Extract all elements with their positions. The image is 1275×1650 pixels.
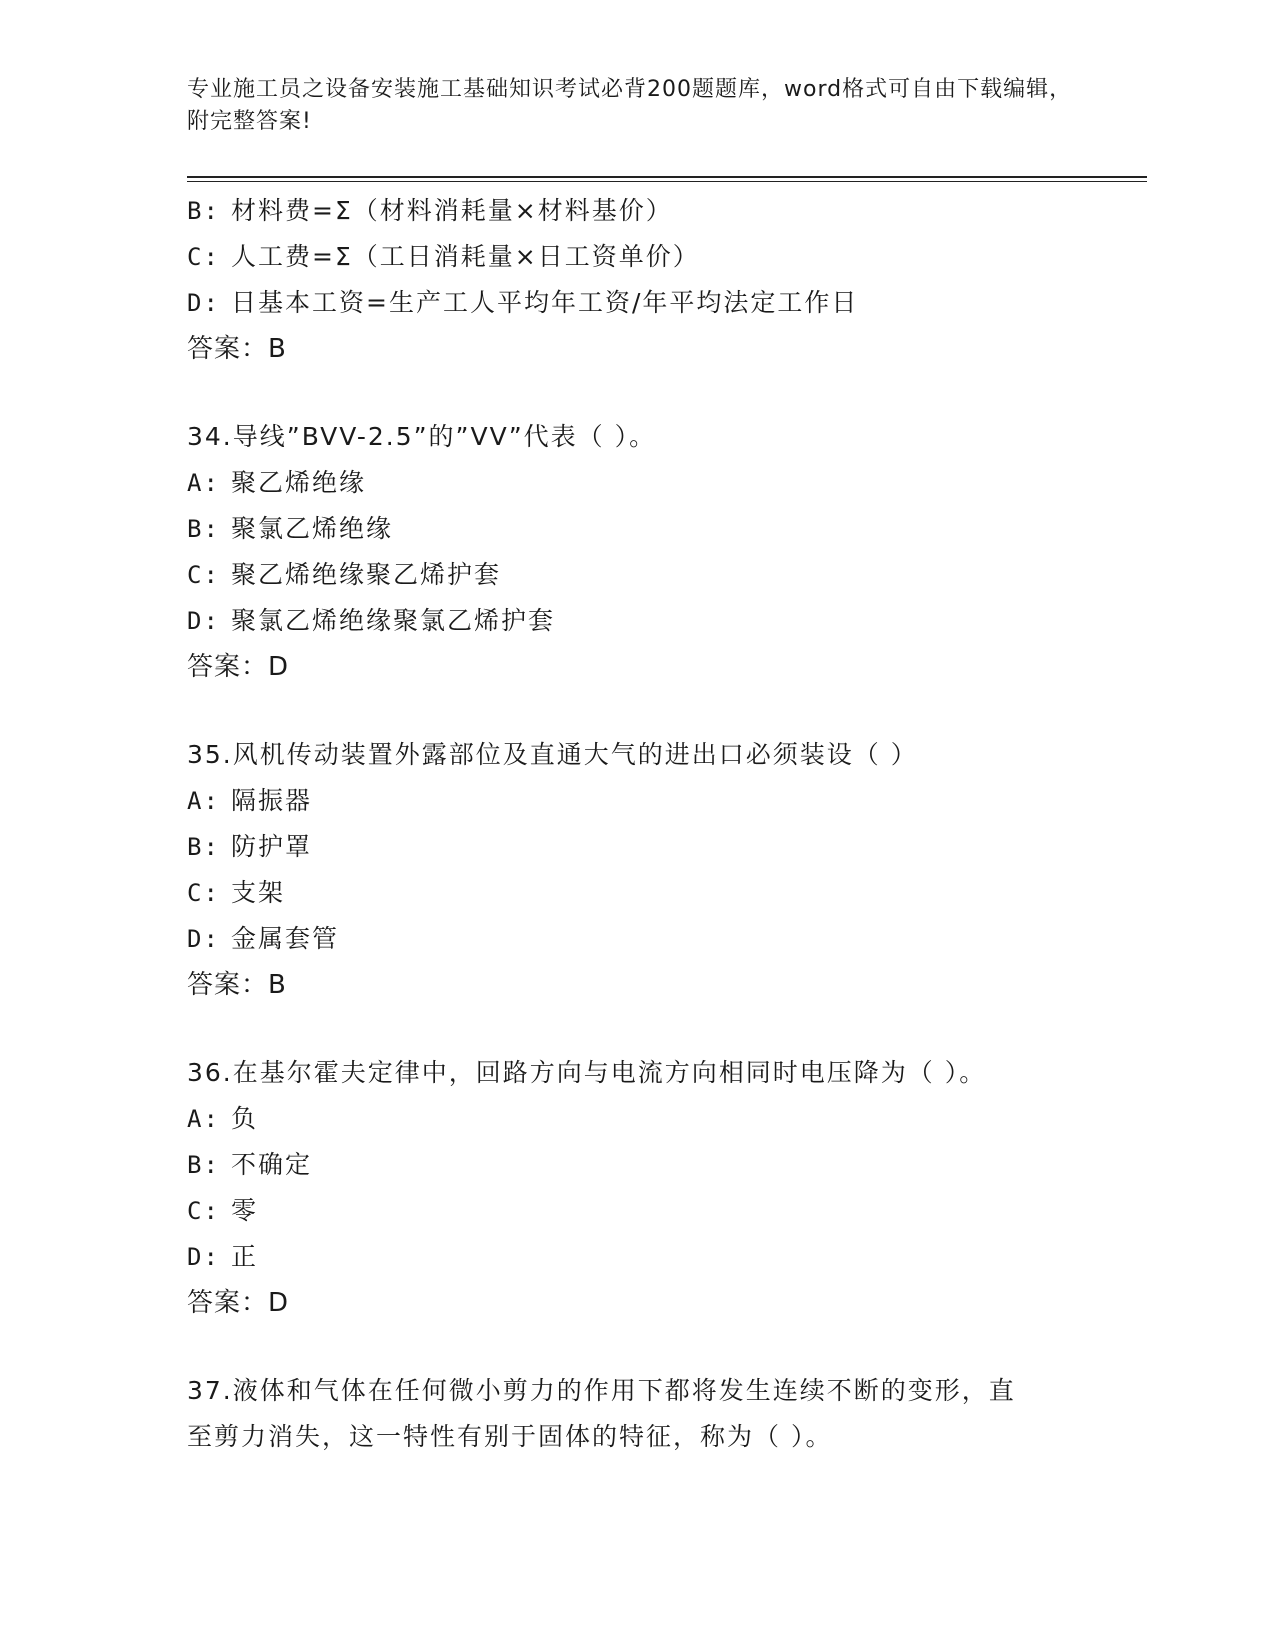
question-stem: 36.在基尔霍夫定律中，回路方向与电流方向相同时电压降为（ ）。 (187, 1058, 987, 1087)
question-stem: 35.风机传动装置外露部位及直通大气的进出口必须装设（ ） (187, 740, 918, 769)
option-row (187, 1142, 1087, 1188)
option-row (187, 188, 1087, 234)
question-stem-line-1: 37.液体和气体在任何微小剪力的作用下都将发生连续不断的变形，直 (187, 1376, 1016, 1405)
spacer (187, 1008, 1087, 1050)
option-label: D: (187, 607, 220, 635)
option-text: 不确定 (231, 1150, 313, 1179)
option-row (187, 552, 1087, 598)
option-label: A: (187, 469, 220, 497)
option-text: 聚氯乙烯绝缘聚氯乙烯护套 (231, 606, 556, 635)
document-header (187, 74, 1087, 138)
option-text: 金属套管 (231, 924, 340, 953)
option-text: 隔振器 (231, 786, 313, 815)
option-label: C: (187, 879, 220, 907)
option-text: 聚乙烯绝缘聚乙烯护套 (231, 560, 502, 589)
option-row (187, 1234, 1087, 1280)
question-34 (187, 414, 1087, 690)
option-row (187, 280, 1087, 326)
option-label: B: (187, 197, 220, 225)
spacer (187, 690, 1087, 732)
question-35 (187, 732, 1087, 1008)
option-text: 材料费=Σ（材料消耗量×材料基价） (231, 196, 673, 225)
option-text: 负 (231, 1104, 259, 1133)
header-divider-thick (187, 176, 1147, 178)
option-text: 聚乙烯绝缘 (231, 468, 367, 497)
header-divider-thin (187, 181, 1147, 182)
option-text: 日基本工资=生产工人平均年工资/年平均法定工作日 (231, 288, 859, 317)
option-row (187, 234, 1087, 280)
question-33-continued (187, 188, 1087, 372)
option-text: 人工费=Σ（工日消耗量×日工资单价） (231, 242, 700, 271)
answer-line: 答案：D (187, 1288, 290, 1318)
option-label: B: (187, 515, 220, 543)
option-row (187, 824, 1087, 870)
answer-line: 答案：D (187, 652, 290, 682)
option-row (187, 1096, 1087, 1142)
option-label: B: (187, 833, 220, 861)
option-label: C: (187, 561, 220, 589)
option-label: C: (187, 243, 220, 271)
option-text: 防护罩 (231, 832, 313, 861)
option-row (187, 870, 1087, 916)
question-stem-line-2: 至剪力消失，这一特性有别于固体的特征，称为（ ）。 (187, 1422, 833, 1451)
spacer (187, 1326, 1087, 1368)
option-label: A: (187, 1105, 220, 1133)
option-label: D: (187, 289, 220, 317)
option-row (187, 598, 1087, 644)
question-36 (187, 1050, 1087, 1326)
option-row (187, 1188, 1087, 1234)
option-label: D: (187, 1243, 220, 1271)
option-row (187, 778, 1087, 824)
answer-line: 答案：B (187, 970, 287, 1000)
option-row (187, 916, 1087, 962)
option-row (187, 460, 1087, 506)
question-list (187, 188, 1087, 1460)
option-label: A: (187, 787, 220, 815)
header-title: 专业施工员之设备安装施工基础知识考试必背200题题库，word格式可自由下载编辑，附完整答案! (187, 77, 1073, 134)
question-stem: 34.导线”BVV-2.5”的”VV”代表（ ）。 (187, 422, 657, 451)
option-text: 支架 (231, 878, 286, 907)
option-label: B: (187, 1151, 220, 1179)
option-label: C: (187, 1197, 220, 1225)
spacer (187, 372, 1087, 414)
answer-line: 答案：B (187, 334, 287, 364)
option-text: 零 (231, 1196, 259, 1225)
option-row (187, 506, 1087, 552)
question-37 (187, 1368, 1087, 1460)
option-text: 正 (231, 1242, 259, 1271)
option-text: 聚氯乙烯绝缘 (231, 514, 394, 543)
option-label: D: (187, 925, 220, 953)
